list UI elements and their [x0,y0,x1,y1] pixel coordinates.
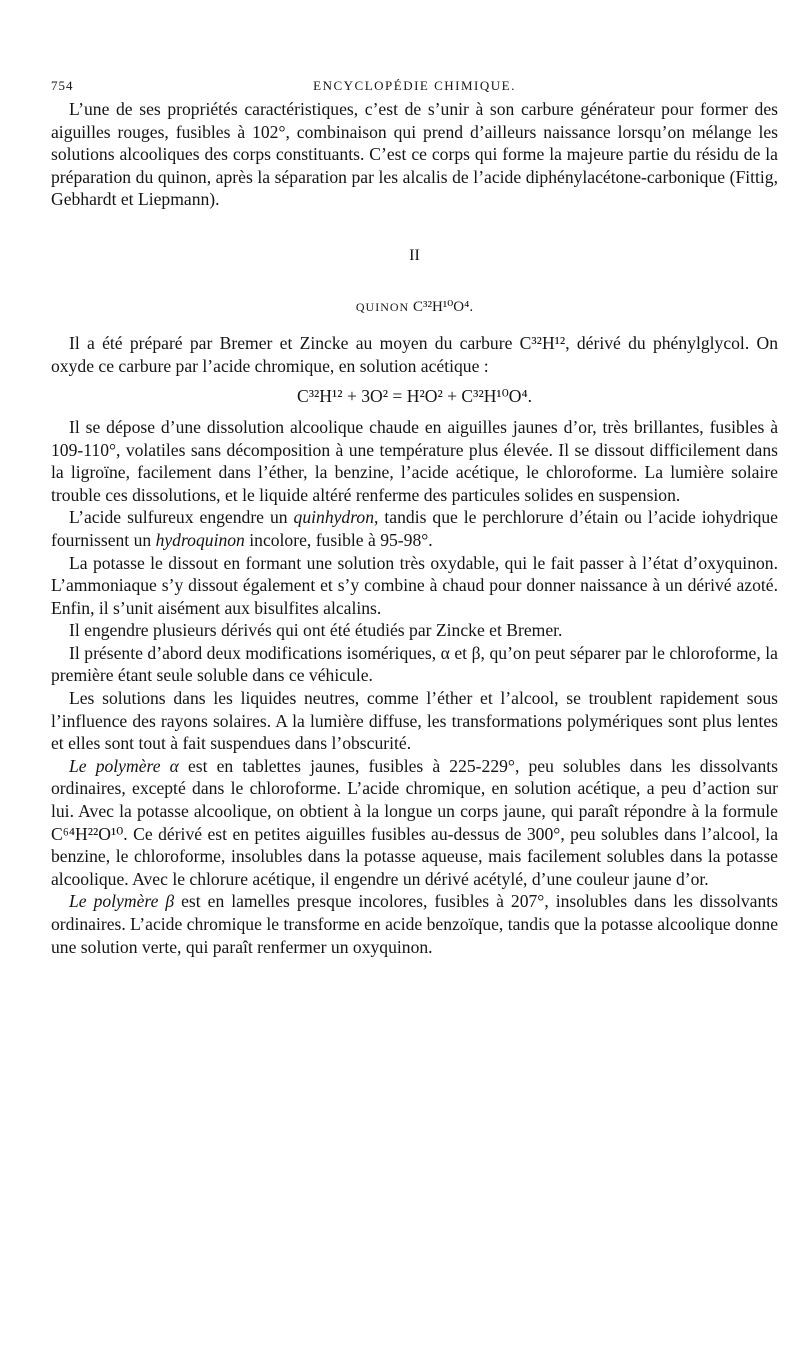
paragraph-carbure-combination: L’une de ses propriétés caractéristiques, c’est de s’unir à son carbure générateur pour former des aiguilles rouges, fusibles à 102°, combinaison qui prend d’ailleurs naissance lorsqu’on mélange les solutions alcooliques des corps constituants. C’est ce corps qui forme la majeure partie du résidu de la préparation du quinon, après la séparation par les alcalis de l’acide diphénylacétone-carbonique (Fittig, Gebhardt et Liepmann). [51,99,778,210]
running-head [51,78,778,98]
paragraph-preparation: Il a été préparé par Bremer et Zincke au moyen du carbure C³²H¹², dérivé du phénylglycol. On oxyde ce carbure par l’acide chromique, en solution acétique : [51,333,778,376]
term-polymer-alpha: Le polymère α [69,755,179,776]
p4-middle: , tandis que le perchlorure d’étain ou l’acide iohydrique fournissent un [51,507,778,550]
term-polymer-beta: Le polymère β [69,891,175,912]
paragraph-derivatives: Il engendre plusieurs dérivés qui ont été étudiés par Zincke et Bremer. [69,620,563,641]
paragraph-reductions [51,506,778,551]
p4-lead: L’acide sulfureux engendre un [69,507,294,528]
compound-formula: C³²H¹⁰O⁴. [412,298,474,315]
section-number: II [409,246,420,264]
body-text [51,98,778,958]
page-number: 754 [51,78,74,93]
p4-tail: incolore, fusible à 95-98°. [244,529,433,550]
compound-heading [51,296,778,319]
term-hydroquinon: hydroquinon [155,529,245,550]
paragraph-isomers: Il présente d’abord deux modifications isomériques, α et β, qu’on peut séparer par le chloroforme, la première étant seule soluble dans ce véhicule. [51,642,778,686]
paragraph-polymer-beta [51,890,778,958]
p9-text: est en tablettes jaunes, fusibles à 225-229°, peu solubles dans les dissolvants ordinaires, excepté dans le chloroforme. L’acide chromique, en solution acétique, a peu d’action sur lui. Avec la potasse alcoolique, on obtient à la longue un corps jaune, qui paraît répondre à la formule C⁶⁴H²²O¹⁰. Ce dérivé est en petites aiguilles fusibles au-dessus de 300°, peu solubles dans l’alcool, la benzine, le chloroforme, insolubles dans la potasse aqueuse, mais facilement solubles dans la potasse alcoolique. Avec le chlorure acétique, il engendre un dérivé acétylé, d’une couleur jaune d’or. [51,755,778,889]
term-quinhydron: quinhydron [293,507,375,528]
paragraph-light: Les solutions dans les liquides neutres, comme l’éther et l’alcool, se troublent rapidement sous l’influence des rayons solaires. A la lumière diffuse, les transformations polymériques sont plus lentes et elles sont tout à fait suspendues dans l’obscurité. [51,688,778,754]
paragraph-potasse: La potasse le dissout en formant une solution très oxydable, qui le fait passer à l’état d’oxyquinon. L’ammoniaque s’y dissout également et s’y combine à chaud pour donner naissance à un dérivé azoté. Enfin, il s’unit aisément aux bisulfites alcalins. [51,552,778,618]
paragraph-properties: Il se dépose d’une dissolution alcoolique chaude en aiguilles jaunes d’or, très brillantes, fusibles à 109-110°, volatiles sans décomposition à une température plus élevée. Il se dissout difficilement dans la ligroïne, facilement dans l’éther, la benzine, l’acide acétique, le chloroforme. La lumière solaire trouble ces dissolutions, et le liquide altéré renferme des particules solides en suspension. [51,416,778,505]
chemical-equation: C³²H¹² + 3O² = H²O² + C³²H¹⁰O⁴. [297,386,532,407]
compound-name: QUINON [355,299,410,314]
paragraph-polymer-alpha [51,755,778,891]
p10-text: est en lamelles presque incolores, fusibles à 207°, insolubles dans les dissolvants ordinaires. L’acide chromique le transforme en acide benzoïque, tandis que la potasse alcoolique donne une solution verte, qui paraît renfermer un oxyquinon. [51,891,779,957]
running-title: ENCYCLOPÉDIE CHIMIQUE. [313,78,516,93]
